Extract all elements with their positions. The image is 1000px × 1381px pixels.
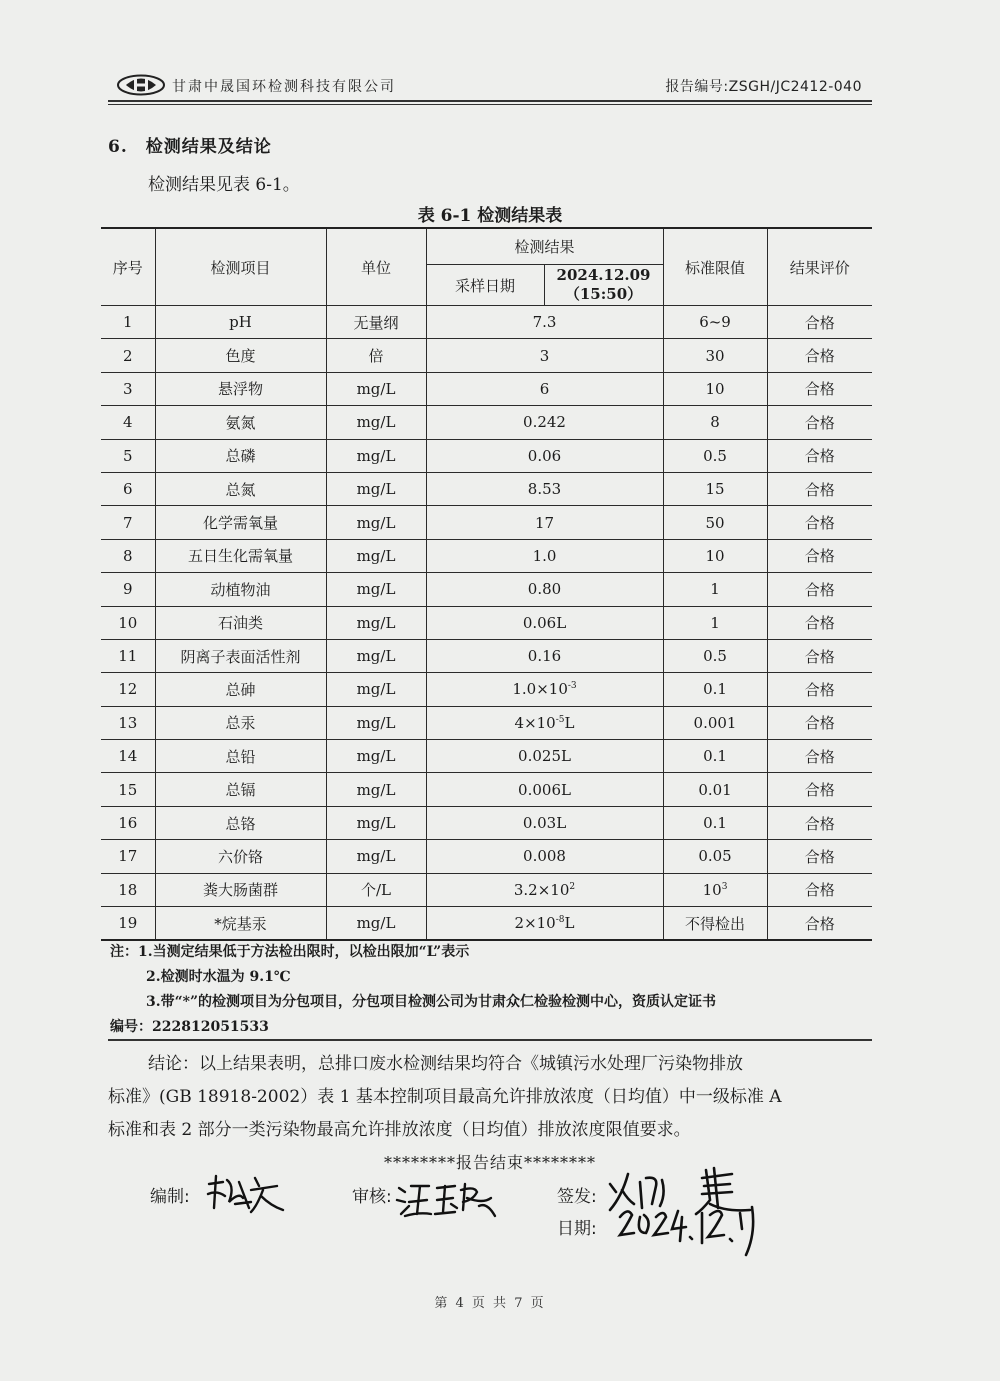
header-unit: 单位 — [326, 228, 426, 306]
review-signature — [395, 1178, 505, 1222]
cell-seq: 17 — [101, 840, 155, 873]
cell-evaluation: 合格 — [767, 539, 872, 572]
section-heading — [108, 132, 272, 157]
cell-limit — [663, 606, 767, 639]
cell-value — [426, 372, 663, 405]
cell-value — [426, 639, 663, 672]
cell-limit — [663, 472, 767, 505]
limit-text: 15 — [705, 480, 725, 499]
value-text: 0.008 — [523, 847, 566, 866]
header-sample-date: 采样日期 — [426, 265, 544, 306]
note-3: 3.带“*”的检测项目为分包项目，分包项目检测公司为甘肃众仁检验检测中心，资质认定证书 — [146, 994, 717, 1010]
limit-text: 6~9 — [699, 313, 731, 332]
section-title: 检测结果及结论 — [145, 137, 272, 157]
cell-seq: 12 — [101, 673, 155, 706]
table-row — [101, 306, 872, 339]
value-text: 0.025L — [518, 747, 571, 766]
cell-value — [426, 306, 663, 339]
cell-unit: mg/L — [326, 472, 426, 505]
cell-item: 五日生化需氧量 — [155, 539, 326, 572]
cell-seq: 18 — [101, 873, 155, 906]
compiled-signature — [205, 1172, 285, 1216]
header-date-cell — [544, 265, 663, 306]
cell-item: pH — [155, 306, 326, 339]
cell-value — [426, 673, 663, 706]
conclusion-line-2: 标准》(GB 18918-2002）表 1 基本控制项目最高允许排放浓度（日均值）中一级标准 A — [108, 1087, 782, 1107]
cell-value — [426, 573, 663, 606]
cell-item: 石油类 — [155, 606, 326, 639]
limit-text: 0.1 — [703, 747, 727, 766]
cell-value — [426, 706, 663, 739]
table-row — [101, 573, 872, 606]
cell-evaluation: 合格 — [767, 840, 872, 873]
value-text: 7.3 — [532, 313, 557, 332]
cell-seq: 14 — [101, 740, 155, 773]
cell-seq: 3 — [101, 372, 155, 405]
cell-limit — [663, 673, 767, 706]
limit-text: 0.01 — [698, 780, 732, 799]
table-row — [101, 606, 872, 639]
limit-text: 10 — [705, 546, 725, 565]
note-2: 2.检测时水温为 9.1℃ — [146, 969, 291, 985]
cell-unit: mg/L — [326, 406, 426, 439]
cell-item: 总镉 — [155, 773, 326, 806]
cell-evaluation: 合格 — [767, 339, 872, 372]
cell-evaluation: 合格 — [767, 506, 872, 539]
value-text: 3.2×10 — [513, 880, 570, 899]
cell-seq: 19 — [101, 907, 155, 941]
cell-unit: mg/L — [326, 606, 426, 639]
cell-value — [426, 740, 663, 773]
header-date: 2024.12.09 — [556, 266, 651, 284]
section-intro: 检测结果见表 6-1。 — [148, 175, 300, 195]
results-table-body — [101, 306, 872, 941]
cell-item: 阴离子表面活性剂 — [155, 639, 326, 672]
cell-value — [426, 439, 663, 472]
conclusion-line-1: 结论：以上结果表明，总排口废水检测结果均符合《城镇污水处理厂污染物排放 — [148, 1054, 743, 1074]
cell-item: 总氮 — [155, 472, 326, 505]
report-end-marker: ********报告结束******** — [383, 1153, 596, 1172]
cell-unit: mg/L — [326, 740, 426, 773]
cell-item: 总砷 — [155, 673, 326, 706]
cell-unit: mg/L — [326, 806, 426, 839]
cell-limit — [663, 539, 767, 572]
limit-text: 0.1 — [703, 814, 727, 833]
cell-value — [426, 840, 663, 873]
cell-item: 化学需氧量 — [155, 506, 326, 539]
cell-evaluation: 合格 — [767, 639, 872, 672]
cell-item: 总磷 — [155, 439, 326, 472]
company-name: 甘肃中晟国环检测科技有限公司 — [172, 79, 396, 95]
notes-divider — [108, 1039, 872, 1041]
page-header — [108, 70, 870, 100]
value-text: 17 — [534, 513, 555, 532]
cell-evaluation: 合格 — [767, 606, 872, 639]
table-row — [101, 740, 872, 773]
value-text: 1.0×10 — [512, 680, 568, 699]
header-item: 检测项目 — [155, 228, 326, 306]
cell-seq: 2 — [101, 339, 155, 372]
cell-seq: 9 — [101, 573, 155, 606]
header-divider — [108, 100, 872, 102]
cell-evaluation: 合格 — [767, 372, 872, 405]
value-text: 0.06 — [527, 446, 562, 465]
table-row — [101, 907, 872, 941]
value-text: 1.0 — [532, 546, 557, 565]
cell-item: 总铅 — [155, 740, 326, 773]
limit-exponent: 3 — [721, 881, 728, 892]
cell-value — [426, 506, 663, 539]
value-suffix: L — [564, 713, 575, 732]
date-label: 日期: — [557, 1219, 597, 1239]
cell-evaluation: 合格 — [767, 472, 872, 505]
cell-seq: 4 — [101, 406, 155, 439]
table-notes — [110, 940, 870, 1040]
cell-evaluation: 合格 — [767, 439, 872, 472]
header-limit: 标准限值 — [663, 228, 767, 306]
cell-value — [426, 539, 663, 572]
header-result: 检测结果 — [426, 228, 663, 265]
header-time: （15:50） — [564, 285, 643, 303]
value-text: 0.242 — [523, 413, 566, 432]
table-row — [101, 639, 872, 672]
header-seq: 序号 — [101, 228, 155, 306]
limit-text: 10 — [705, 379, 725, 398]
cell-item: 总汞 — [155, 706, 326, 739]
cell-unit: mg/L — [326, 573, 426, 606]
limit-text: 1 — [710, 580, 720, 599]
table-row — [101, 339, 872, 372]
value-text: 3 — [539, 346, 550, 365]
cell-limit — [663, 773, 767, 806]
cell-item: 动植物油 — [155, 573, 326, 606]
cell-evaluation: 合格 — [767, 873, 872, 906]
value-suffix: L — [564, 914, 575, 933]
cell-item: 六价铬 — [155, 840, 326, 873]
value-exponent: -5 — [555, 714, 565, 725]
cell-seq: 8 — [101, 539, 155, 572]
cell-unit: mg/L — [326, 673, 426, 706]
results-table — [101, 227, 872, 941]
value-text: 0.03L — [522, 814, 567, 833]
header-evaluation: 结果评价 — [767, 228, 872, 306]
table-row — [101, 706, 872, 739]
cell-unit: 个/L — [326, 873, 426, 906]
cell-evaluation: 合格 — [767, 773, 872, 806]
table-row — [101, 806, 872, 839]
value-text: 0.80 — [527, 580, 562, 599]
limit-text: 30 — [705, 346, 725, 365]
cell-item: 悬浮物 — [155, 372, 326, 405]
cell-limit — [663, 907, 767, 941]
cell-seq: 16 — [101, 806, 155, 839]
cell-seq: 7 — [101, 506, 155, 539]
company-logo-icon — [116, 74, 166, 96]
cell-unit: 倍 — [326, 339, 426, 372]
table-row — [101, 773, 872, 806]
cell-value — [426, 606, 663, 639]
table-row — [101, 406, 872, 439]
cell-item: *烷基汞 — [155, 907, 326, 941]
table-row — [101, 873, 872, 906]
cell-limit — [663, 573, 767, 606]
compiled-label: 编制: — [150, 1187, 190, 1207]
cell-evaluation: 合格 — [767, 406, 872, 439]
cell-value — [426, 773, 663, 806]
cell-evaluation: 合格 — [767, 907, 872, 941]
value-text: 2×10 — [514, 914, 556, 933]
limit-text: 8 — [710, 413, 720, 432]
table-row — [101, 439, 872, 472]
cell-limit — [663, 639, 767, 672]
cell-limit — [663, 706, 767, 739]
value-text: 0.06L — [522, 613, 567, 632]
limit-text: 0.5 — [703, 446, 727, 465]
note-4: 编号：222812051533 — [110, 1019, 269, 1035]
cell-evaluation: 合格 — [767, 673, 872, 706]
cell-unit: mg/L — [326, 840, 426, 873]
cell-limit — [663, 873, 767, 906]
conclusion-line-3: 标准和表 2 部分一类污染物最高允许排放浓度（日均值）排放浓度限值要求。 — [108, 1120, 691, 1140]
cell-unit: mg/L — [326, 706, 426, 739]
cell-limit — [663, 372, 767, 405]
cell-seq: 1 — [101, 306, 155, 339]
limit-text: 0.1 — [703, 680, 727, 699]
cell-item: 氨氮 — [155, 406, 326, 439]
value-text: 4×10 — [514, 713, 556, 732]
limit-text: 0.001 — [693, 713, 737, 732]
cell-seq: 6 — [101, 472, 155, 505]
cell-limit — [663, 506, 767, 539]
header-divider-thin — [108, 104, 872, 105]
table-row — [101, 506, 872, 539]
value-text: 8.53 — [527, 480, 562, 499]
cell-limit — [663, 439, 767, 472]
table-row — [101, 472, 872, 505]
cell-unit: mg/L — [326, 907, 426, 941]
conclusion — [108, 1048, 872, 1147]
cell-seq: 15 — [101, 773, 155, 806]
cell-value — [426, 472, 663, 505]
table-row — [101, 539, 872, 572]
cell-value — [426, 339, 663, 372]
cell-value — [426, 907, 663, 941]
review-label: 审核: — [352, 1187, 392, 1207]
cell-limit — [663, 406, 767, 439]
cell-unit: mg/L — [326, 539, 426, 572]
cell-value — [426, 873, 663, 906]
cell-seq: 11 — [101, 639, 155, 672]
cell-evaluation: 合格 — [767, 573, 872, 606]
date-signature — [616, 1203, 766, 1259]
table-row — [101, 673, 872, 706]
cell-unit: mg/L — [326, 773, 426, 806]
cell-value — [426, 806, 663, 839]
cell-evaluation: 合格 — [767, 740, 872, 773]
limit-text: 不得检出 — [685, 914, 746, 933]
cell-seq: 13 — [101, 706, 155, 739]
cell-unit: mg/L — [326, 439, 426, 472]
cell-seq: 5 — [101, 439, 155, 472]
cell-evaluation: 合格 — [767, 706, 872, 739]
limit-text: 0.05 — [698, 847, 732, 866]
limit-text: 0.5 — [703, 647, 727, 666]
cell-unit: mg/L — [326, 506, 426, 539]
value-exponent: 2 — [569, 881, 576, 892]
cell-value — [426, 406, 663, 439]
note-1: 注：1.当测定结果低于方法检出限时，以检出限加“L”表示 — [110, 944, 470, 960]
limit-text: 50 — [705, 513, 725, 532]
section-number: 6. — [108, 137, 128, 157]
cell-limit — [663, 339, 767, 372]
page-footer: 第 4 页 共 7 页 — [434, 1296, 546, 1311]
cell-limit — [663, 306, 767, 339]
cell-item: 总铬 — [155, 806, 326, 839]
cell-item: 粪大肠菌群 — [155, 873, 326, 906]
cell-item: 色度 — [155, 339, 326, 372]
cell-evaluation: 合格 — [767, 306, 872, 339]
value-exponent: -8 — [555, 915, 565, 926]
limit-text: 10 — [702, 880, 722, 899]
value-text: 6 — [539, 379, 550, 398]
table-caption: 表 6-1 检测结果表 — [417, 206, 563, 226]
table-row — [101, 840, 872, 873]
cell-unit: mg/L — [326, 372, 426, 405]
issue-label: 签发: — [557, 1187, 597, 1207]
value-exponent: -3 — [567, 681, 577, 692]
value-text: 0.16 — [527, 647, 562, 666]
cell-limit — [663, 806, 767, 839]
cell-limit — [663, 740, 767, 773]
cell-limit — [663, 840, 767, 873]
cell-seq: 10 — [101, 606, 155, 639]
limit-text: 1 — [710, 613, 720, 632]
cell-evaluation: 合格 — [767, 806, 872, 839]
cell-unit: mg/L — [326, 639, 426, 672]
table-row — [101, 372, 872, 405]
report-number: 报告编号:ZSGH/JC2412-040 — [665, 79, 862, 95]
value-text: 0.006L — [518, 780, 571, 799]
cell-unit: 无量纲 — [326, 306, 426, 339]
